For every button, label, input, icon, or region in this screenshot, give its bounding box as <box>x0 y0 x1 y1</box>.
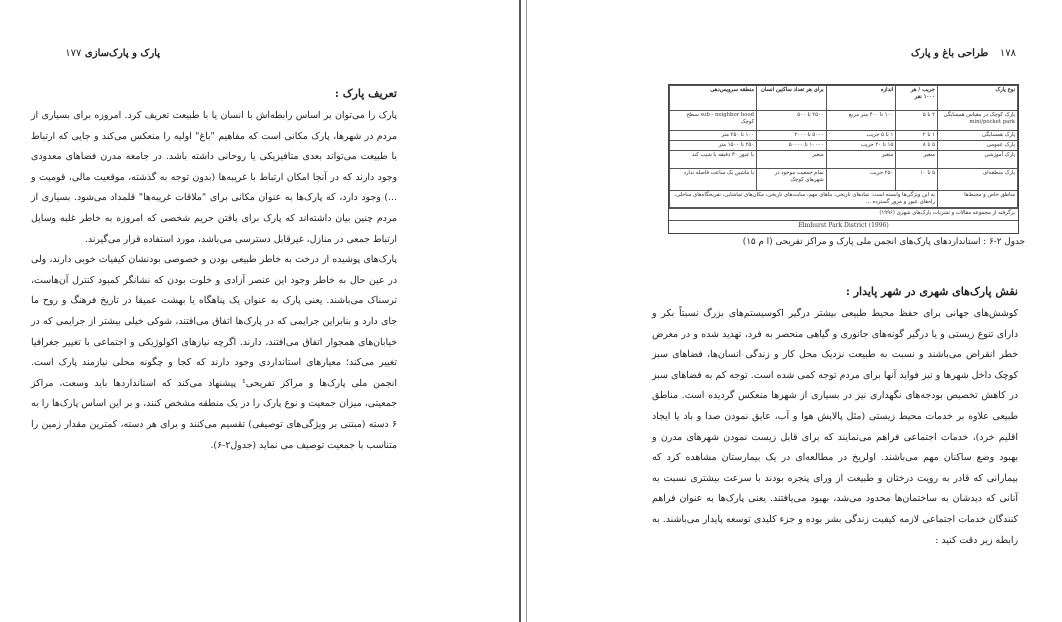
table-note-label: مناطق خاص و محیط‌ها <box>937 191 1017 208</box>
table-cell: sub - neighbor hood سطح کوچک <box>670 111 757 131</box>
table-cell: متغیر <box>826 151 896 169</box>
left-page-header <box>30 48 160 59</box>
table-cell: با ماشین یک ساعت فاصله ندارد <box>670 169 757 191</box>
table-cell: ۱۰۰ تا ۲۵۰ متر <box>670 131 757 141</box>
table-cell: ۱۰۰۰۰ تا ۵۰۰۰۰ <box>757 141 827 151</box>
table-source-english: Elmhurst Park District (1996) <box>669 220 1018 232</box>
page-gutter-right <box>526 0 527 622</box>
table-cell: تمام جمعیت موجود در شهرهای کوچک <box>757 169 827 191</box>
right-page-heading: نقش پارک‌های شهری در شهر پایدار : <box>845 285 1018 298</box>
left-page-heading: تعریف پارک : <box>334 87 397 100</box>
table-cell: پارک منطقه‌ای <box>937 169 1017 191</box>
right-page-number: ۱۷۸ <box>999 48 1016 59</box>
table-caption: جدول ۲-۶ : استانداردهای پارک‌های انجمن ملی پارک و مراکز تفریحی (ا م ۱۵) <box>742 237 1025 247</box>
right-page-header <box>898 48 1016 59</box>
table-cell: متغیر <box>757 151 827 169</box>
table-cell: ۵ تا ۱۰ <box>896 169 938 191</box>
table-row-note <box>670 191 1018 208</box>
page-gutter-left <box>519 0 521 622</box>
table-cell: ۱ تا ۵ جریب <box>826 131 896 141</box>
table-header-cell: اندازه <box>826 86 896 111</box>
table-note-text: به این ویژگی‌ها وابسته است: نمادهای تاریخی، بناهای مهم، سایت‌های تاریخی، مکان‌های تماشایی، تفریحگاه‌های ساحلی، راه‌های عبور و مرور گسترده ... <box>670 191 938 208</box>
table-cell: متغیر <box>896 151 938 169</box>
table-row <box>670 111 1018 131</box>
left-header-title: پارک و پارک‌سازی <box>84 48 160 59</box>
table-cell: ۲ تا ۵ <box>896 111 938 131</box>
left-paragraph-2: پارک‌های پوشیده از درخت به خاطر طبیعی بودن و خصوصی بودنشان کیفیات خوبی دارند، ولی در عین حال به خاطر وجود این عنصر آزادی و خلوت بودن که نشانگر کمبود کنترل آن‌هاست، ترسناک می‌باشند. یعنی پارک به عنوان یک پناهگاه یا بهشت عمیقا در تاریخ فرهنگ و روح ما جای دارد و بنابراین جرایمی که در پارک‌ها اتفاق می‌افتند، شوکی خیلی بیشتر از جرایمی که در خیابان‌های همجوار اتفاق می‌افتند، دارند. اگرچه نیازهای اکولوژیکی و اجتماعی با تغییر جغرافیا تغییر می‌کند؛ معیارهای استانداردی وجود دارند که کجا و چگونه محلی نیازمند پارک است. انجمن ملی پارک‌ها و مراکز تفریحی¹ پیشنهاد می‌کند که استانداردها باید وسعت، مراکز جمعیتی، میزان جمعیت و نوع پارک را در یک منطقه مشخص کنند، و بر این اساس پارک‌ها را به ۶ دسته (مبتنی بر ویژگی‌های توصیفی) تقسیم می‌کنند و برای هر دسته، کمترین مقدار زمین را متناسب با جمعیت توصیف می نماید (جدول۲-۶). <box>31 254 397 451</box>
table-cell: پارک همسایگی <box>937 131 1017 141</box>
table-cell: ۱ تا ۲ <box>896 131 938 141</box>
table-row <box>670 131 1018 141</box>
left-page-body <box>31 86 397 456</box>
table-cell: پارک آموزشی <box>937 151 1017 169</box>
table-row <box>670 141 1018 151</box>
table-row <box>670 151 1018 169</box>
table-cell: ۵۰۰۰ تا ۲۰۰۰ <box>757 131 827 141</box>
table-header-cell: جریب / هر ۱۰۰۰ نفر <box>896 86 938 111</box>
right-header-title: طراحی باغ و پارک <box>910 48 989 59</box>
right-paragraph-1: کوشش‌های جهانی برای حفظ محیط طبیعی بیشتر درگیر اکوسیستم‌های بزرگ نسبتاً بکر و دارای تنوع زیستی و یا درگیر گونه‌های جانوری و گیاهی منحصر به فرد، تهدید شده و در معرض خطر انقراض می‌باشند و نسبت به طبیعت نزدیک محل کار و زندگی انسان‌ها، فضاهای سبز کوچک داخل شهرها و نیز فواید آنها برای مردم توجه کمی شده است. توجه کم به فضاهای سبز در کاهش تخصیص بودجه‌های نگهداری نیز در بسیاری از شهرها منعکس گردیده است. مناطق طبیعی علاوه بر خدمات محیط زیستی (مثل پالایش هوا و آب، عایق نمودن صدا و باد یا ایجاد اقلیم خرد)، خدمات اجتماعی فراهم می‌نمایند که برای قابل زیست نمودن شهرهای مدرن و بهبود وضع ساکنان مهم می‌باشند. اولریخ در مطالعه‌ای در یک بیمارستان مشاهده کرد که بیمارانی که قادر به رویت درختان و طبیعت از ورای پنجره بودند با سرعت بیشتری نسبت به آنانی که دیدشان به ساختمان‌ها محدود می‌شد، بهبود می‌یافتند. یعنی پارک‌ها به عنوان فراهم کنندگان خدمات اجتماعی لازمه کیفیت زندگی بشر بوده و جزء کلیدی توسعه پایدار می‌باشند. به رابطه زیر دقت کنید : <box>652 308 1018 546</box>
table-header-cell: نوع پارک <box>937 86 1017 111</box>
park-standards-table <box>668 84 1019 234</box>
table-source-note: برگرفته از مجموعه مقالات و نشریات پارک‌های شهری (۱۹۹۶) <box>669 208 1018 220</box>
table-cell: ۲۵۰۰ تا ۵۰۰ <box>757 111 827 131</box>
left-paragraph-1: پارک را می‌توان بر اساس رابطه‌اش با انسان یا با طبیعت تعریف کرد. امروزه برای بسیاری از مردم در شهرها، پارک مکانی است که مفاهیم "باغ" اولیه را منعکس می‌کند و جایی که ارتباط با طبیعت می‌تواند بعدی متافیزیکی یا روحانی داشته باشد. در جامعه مدرن فضاهای معدودی وجود دارند که در آنجا امکان ارتباط با غریبه‌ها (بدون توجه به گذشته، موقعیت مالی، قومیت و ...) وجود دارد، که پارک‌ها به عنوان مکانی برای "ملاقات غریبه‌ها" قلمداد می‌شود. بسیاری از مردم چنین بیان داشته‌اند که پارک برای یافتن حریم شخصی که امروزه به خاطر غلبه وسایل ارتباط جمعی در منازل، غیرقابل دسترسی می‌باشد، مورد استفاده قرار می‌گیرند. <box>31 110 397 245</box>
table-cell: پارک کوچک در مقیاس همسایگی mini/pocket park <box>937 111 1017 131</box>
table-cell: با عبور ۳۰ دقیقه با شیب کند <box>670 151 757 169</box>
table-header-cell: برای هر تعداد ساکنین انسان <box>757 86 827 111</box>
table-header-row <box>670 86 1018 111</box>
table-header-cell: منطقه سرویس‌دهی <box>670 86 757 111</box>
table-cell: پارک عمومی <box>937 141 1017 151</box>
table-cell: ۱۰۰ تا ۴۰۰ متر مربع <box>826 111 896 131</box>
table-cell: ۱۵ تا ۲۰ جریب <box>826 141 896 151</box>
table-row <box>670 169 1018 191</box>
right-page-body <box>652 284 1018 551</box>
table-cell: ۵ تا ۸ <box>896 141 938 151</box>
table-cell: ۲۵۰ جریب <box>826 169 896 191</box>
left-page-number: ۱۷۷ <box>65 48 82 59</box>
table-cell: ۲۵۰ تا ۱۵۰۰ متر <box>670 141 757 151</box>
